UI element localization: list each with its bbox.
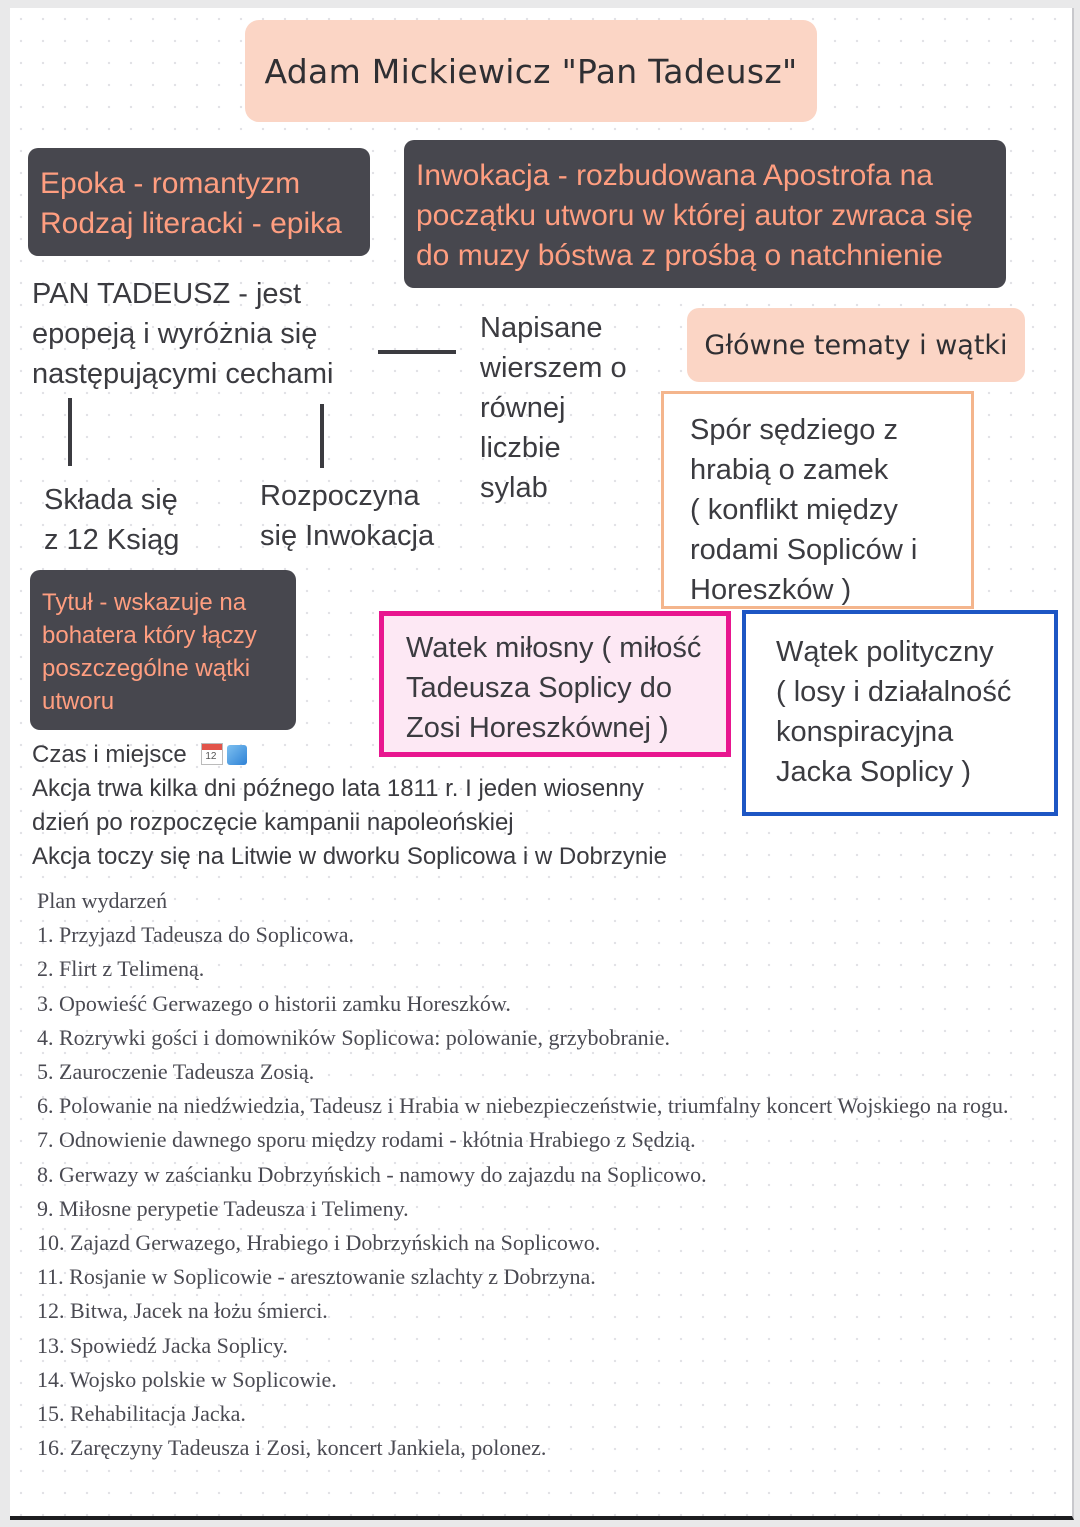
cecha-line: Składa się: [44, 484, 178, 516]
cecha-line: się Inwokacja: [260, 520, 435, 552]
cecha-inwokacja: [260, 476, 480, 556]
czas-line: Akcja trwa kilka dni późnego lata 1811 r. I jeden wiosenny: [32, 775, 644, 802]
cecha-line: Napisane: [480, 312, 603, 344]
spor-line: ( konflikt między: [690, 494, 898, 526]
calendar-icon-date: 12: [205, 751, 217, 762]
inwokacja-line: Inwokacja - rozbudowana Apostrofa na: [416, 159, 933, 192]
inwokacja-box: [404, 140, 1006, 288]
plan-item: 5. Zauroczenie Tadeusza Zosią.: [37, 1059, 315, 1085]
title-box: [245, 20, 817, 122]
page-title: Adam Mickiewicz "Pan Tadeusz": [264, 51, 798, 91]
plan-item: 16. Zaręczyny Tadeusza i Zosi, koncert Jankiela, polonez.: [37, 1435, 547, 1461]
epoka-line: Epoka - romantyzm: [40, 167, 301, 200]
polityczny-line: Wątek polityczny: [776, 636, 994, 668]
tytul-line: Tytuł - wskazuje na: [42, 589, 247, 616]
czas-heading: Czas i miejsce: [32, 741, 187, 768]
czas-line: dzień po rozpoczęcie kampanii napoleońskiej: [32, 809, 514, 836]
rodzaj-line: Rodzaj literacki - epika: [40, 207, 342, 240]
inwokacja-line: do muzy bóstwa z prośbą o natchnienie: [416, 239, 943, 272]
cecha-line: równej: [480, 392, 566, 424]
connector-line: [68, 398, 72, 466]
spor-line: Horeszków ): [690, 574, 852, 606]
cecha-line: liczbie: [480, 432, 561, 464]
cecha-line: z 12 Ksiąg: [44, 524, 180, 556]
czas-heading-row: [32, 738, 752, 772]
spor-box: [661, 391, 974, 609]
plan-item: 8. Gerwazy w zaścianku Dobrzyńskich - namowy do zajazdu na Soplicowo.: [37, 1161, 707, 1187]
watek-milosny-box: [379, 611, 731, 757]
plan-item: 3. Opowieść Gerwazego o historii zamku Horeszków.: [37, 990, 511, 1016]
cecha-line: wierszem o: [480, 352, 627, 384]
plan-item: 14. Wojsko polskie w Soplicowie.: [37, 1366, 337, 1392]
pin-icon: [227, 745, 247, 765]
epopeja-line: epopeją i wyróżnia się: [32, 318, 318, 350]
czas-section: [32, 738, 752, 874]
cecha-wiersz: [480, 308, 660, 508]
tytul-line: poszczególne wątki: [42, 655, 251, 682]
polityczny-line: Jacka Soplicy ): [776, 756, 972, 788]
watek-polityczny-box: [742, 610, 1058, 816]
polityczny-line: konspiracyjna: [776, 716, 954, 748]
epopeja-line: PAN TADEUSZ - jest: [32, 278, 302, 310]
milosny-line: Watek miłosny ( miłość: [406, 632, 702, 664]
czas-line: Akcja toczy się na Litwie w dworku Soplicowa i w Dobrzynie: [32, 843, 667, 870]
epopeja-line: następującymi cechami: [32, 358, 334, 390]
tytul-line: utworu: [42, 688, 115, 715]
epopeja-text: [32, 274, 392, 394]
epoka-box: [28, 148, 370, 256]
plan-item: 9. Miłosne perypetie Tadeusza i Telimeny.: [37, 1195, 409, 1221]
plan-heading: Plan wydarzeń: [37, 888, 168, 913]
plan-item: 10. Zajazd Gerwazego, Hrabiego i Dobrzyńskich na Soplicowo.: [37, 1230, 601, 1256]
milosny-line: Tadeusza Soplicy do: [406, 672, 672, 704]
plan-item: 4. Rozrywki gości i domowników Soplicowa: polowanie, grzybobranie.: [37, 1024, 671, 1050]
plan-item: 11. Rosjanie w Soplicowie - aresztowanie szlachty z Dobrzyna.: [37, 1264, 596, 1290]
cecha-line: Rozpoczyna: [260, 480, 420, 512]
tytul-line: bohatera który łączy: [42, 622, 257, 649]
polityczny-line: ( losy i działalność: [776, 676, 1012, 708]
tytul-box: [30, 570, 296, 730]
plan-item: 13. Spowiedź Jacka Soplicy.: [37, 1332, 288, 1358]
spor-line: rodami Sopliców i: [690, 534, 918, 566]
plan-item: 6. Polowanie na niedźwiedzia, Tadeusz i Hrabia w niebezpieczeństwie, triumfalny koncert Wojskiego na rogu.: [37, 1093, 1009, 1119]
cecha-ksiegi: [44, 480, 264, 560]
calendar-icon: [201, 743, 223, 765]
plan-item: 1. Przyjazd Tadeusza do Soplicowa.: [37, 922, 354, 948]
spor-line: Spór sędziego z: [690, 414, 898, 446]
plan-section: [37, 884, 1037, 1465]
inwokacja-line: początku utworu w której autor zwraca się: [416, 199, 973, 232]
connector-line: [378, 350, 456, 354]
tematy-header-text: Główne tematy i wątki: [704, 329, 1008, 361]
spor-line: hrabią o zamek: [690, 454, 889, 486]
tematy-header: [687, 308, 1025, 382]
connector-line: [320, 404, 324, 468]
milosny-line: Zosi Horeszkównej ): [406, 712, 669, 744]
note-page: [10, 8, 1074, 1520]
plan-item: 12. Bitwa, Jacek na łożu śmierci.: [37, 1298, 328, 1324]
cecha-line: sylab: [480, 472, 548, 504]
plan-item: 2. Flirt z Telimeną.: [37, 956, 205, 982]
plan-item: 15. Rehabilitacja Jacka.: [37, 1401, 246, 1427]
plan-item: 7. Odnowienie dawnego sporu między rodami - kłótnia Hrabiego z Sędzią.: [37, 1127, 696, 1153]
